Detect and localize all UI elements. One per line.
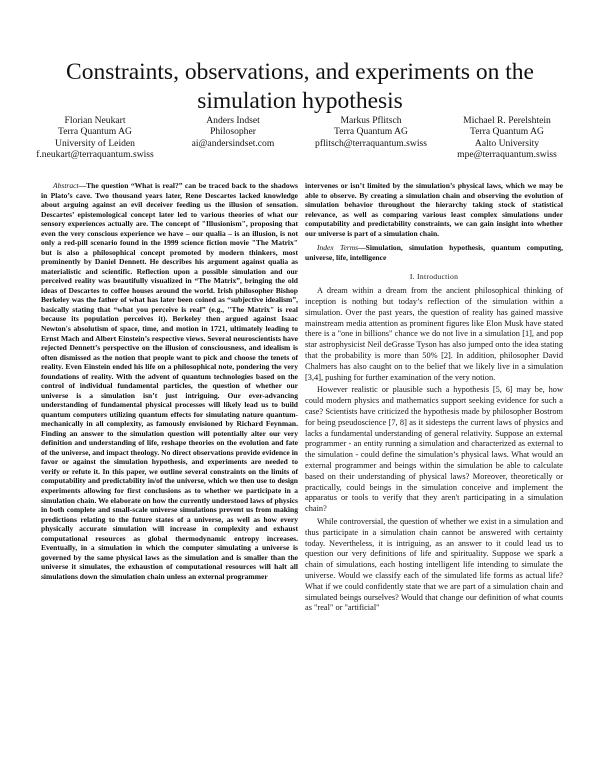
abstract-text-part-2: intervenes or isn’t limited by the simulation’s physical laws, which we may be able to observe. By creating a simulation chain and observing the evolution of simulation behavior throughout the hierarchy taking stock of statistical relevance, as well as comparing various least complex simulations under computability and predictability constraints, we can gain insight into whether our universe is part of a simulation chain. bbox=[305, 181, 563, 238]
author-name: Florian Neukart bbox=[64, 115, 126, 126]
body-paragraph-1: A dream within a dream from the ancient philosophical thinking of inception is nothing but today’s reflection of the simulation within a simulation. Over the past years, the question of reality has gained massive mainstream media attention as prominent figures like Elon Musk have stated there is a "one in billions" chance we do not live in a simulation [1], and pop star astrophysicist Neil deGrasse Tyson has also jumped onto the idea stating that the probability is more than 50% [2]. In addition, philosopher David Chalmers has also caught on to the belief that we likely live in a simulation [3,4], pushing for further examination of the very notion. bbox=[305, 286, 563, 382]
section-heading: I. Introduction bbox=[409, 272, 459, 282]
author-pflitsch bbox=[304, 115, 438, 149]
index-terms bbox=[305, 243, 563, 262]
author-affiliation: Terra Quantum AG bbox=[334, 126, 408, 138]
author-perelshtein bbox=[440, 115, 574, 161]
author-affiliation: University of Leiden bbox=[55, 137, 135, 149]
right-column bbox=[305, 181, 563, 616]
index-terms-label: Index Terms bbox=[317, 243, 359, 253]
author-affiliation: Philosopher bbox=[210, 126, 256, 138]
body-paragraph-3: While controversial, the question of whether we exist in a simulation and thus participate in a simulation chain cannot be answered with certainty today. Nevertheless, it is intriguing, as an answer to it could lead us to question our very definitions of life and spirituality. Suppose we spark a chain of simulations, each hosting intelligent life intending to simulate the universe. Would we classify each of the simulated life forms as actual life? What if we could confidently state that we are part of a simulation chain and simulated beings ourselves? Would that change our definition of what counts as "real" or "artificial" bbox=[305, 516, 563, 613]
author-name: Markus Pflitsch bbox=[340, 115, 402, 126]
author-affiliation: Aalto University bbox=[474, 137, 540, 149]
author-affiliation: Terra Quantum AG bbox=[470, 126, 544, 138]
author-name: Michael R. Perelshtein bbox=[463, 115, 551, 126]
author-email: pflitsch@terraquantum.swiss bbox=[315, 137, 427, 149]
abstract-label: Abstract bbox=[53, 181, 79, 190]
body-paragraph-2: However realistic or plausible such a hypothesis [5, 6] may be, how could modern physics and mathematics support seeking evidence for such a case? Scientists have criticized the hypothesis made by philosopher Bostrom for being pseudoscience [7, 8] as it sidesteps the current laws of physics and lacks a fundamental understanding of general relativity. Suppose an external programmer - an entity running a simulation and characterized as external to the simulation - could define the simulation’s physical laws. What would an external programmer and beings within the simulation be able to calculate based on their understanding of physical laws? Moreover, theoretically or practically, could beings in the simulation conceive and implement the apparatus or tools to verify that they aren't participating in a simulation chain? bbox=[305, 385, 563, 514]
left-column bbox=[41, 181, 298, 581]
abstract-continuation bbox=[305, 181, 563, 238]
author-affiliation: Terra Quantum AG bbox=[58, 126, 132, 138]
author-email: ai@andersindset.com bbox=[191, 137, 275, 149]
index-terms-text: —Simulation, simulation hypothesis, quantum computing, universe, life, intelligence bbox=[305, 243, 563, 262]
author-name: Anders Indset bbox=[206, 115, 260, 126]
author-email: f.neukart@terraquantum.swiss bbox=[36, 149, 154, 161]
author-neukart bbox=[28, 115, 162, 161]
abstract-text-part-1: —The question “What is real?” can be traced back to the shadows in Plato’s cave. Two thousand years later, Rene Descartes lacked knowledge about arguing against an evil deceiver feeding us the illusion of sensation. Descartes’ epistemological concept later led to various theories of what our sensory experiences actually are. The concept of "Illusionism", proposing that even the very conscious experience we have – our qualia – is an illusion, is not only a red-pill scenario found in the 1999 science fiction movie "The Matrix" but is also a philosophical concept promoted by modern thinkers, most prominently by Daniel Dennett. He describes his argument against qualia as materialistic and scientific. Reflection upon a possible simulation and our perceived reality was beautifully visualized in “The Matrix”, bringing the old ideas of Descartes to coffee houses around the world. Irish philosopher Bishop Berkeley was the father of what has later been coined as “subjective idealism”, basically stating that “what you perceive is real” (e.g., "The Matrix" is real because its population perceives it). Berkeley then argued against Isaac Newton's absolutism of space, time, and motion in 1721, ultimately leading to Ernst Mach and Albert Einstein’s respective views. Several neuroscientists have rejected Dennett’s perspective on the illusion of consciousness, and idealism is often dismissed as the notion that people want to pick and choose the tenets of reality. Even Einstein ended his life on a philosophical note, pondering the very foundations of reality. With the advent of quantum technologies based on the control of individual fundamental particles, the question of whether our universe is a simulation isn’t just intriguing. Our ever-advancing understanding of fundamental physical processes will likely lead us to build quantum computers utilizing quantum effects for simulating nature quantum-mechanically in all complexity, as famously envisioned by Richard Feynman. Finding an answer to the simulation question will potentially alter our very definition and understanding of life, reshape theories on the evolution and fate of the universe, and impact theology. No direct observations provide evidence in favor or against the simulation hypothesis, and experiments are needed to verify or refute it. In this paper, we outline several constraints on the limits of computability and predictability in/of the universe, which we then use to design experiments allowing for first conclusions as to whether we participate in a simulation chain. We elaborate on how the currently understood laws of physics in both complete and small-scale universe simulations prevent us from making predictions relating to the future states of a universe, as well as how every physically accurate simulation will increase in complexity and exhaust computational resources as global thermodynamic entropy increases. Eventually, in a simulation in which the computer simulating a universe is governed by the same physical laws as the simulation and is smaller than the universe it simulates, the exhaustion of computational resources will halt all simulations down the simulation chain unless an external programmer bbox=[41, 181, 298, 581]
author-email: mpe@terraquantum.swiss bbox=[457, 149, 557, 161]
author-indset bbox=[166, 115, 300, 149]
abstract-paragraph bbox=[41, 181, 298, 581]
author-block bbox=[28, 115, 574, 171]
paper-title: Constraints, observations, and experiments on the simulation hypothesis bbox=[66, 59, 534, 114]
